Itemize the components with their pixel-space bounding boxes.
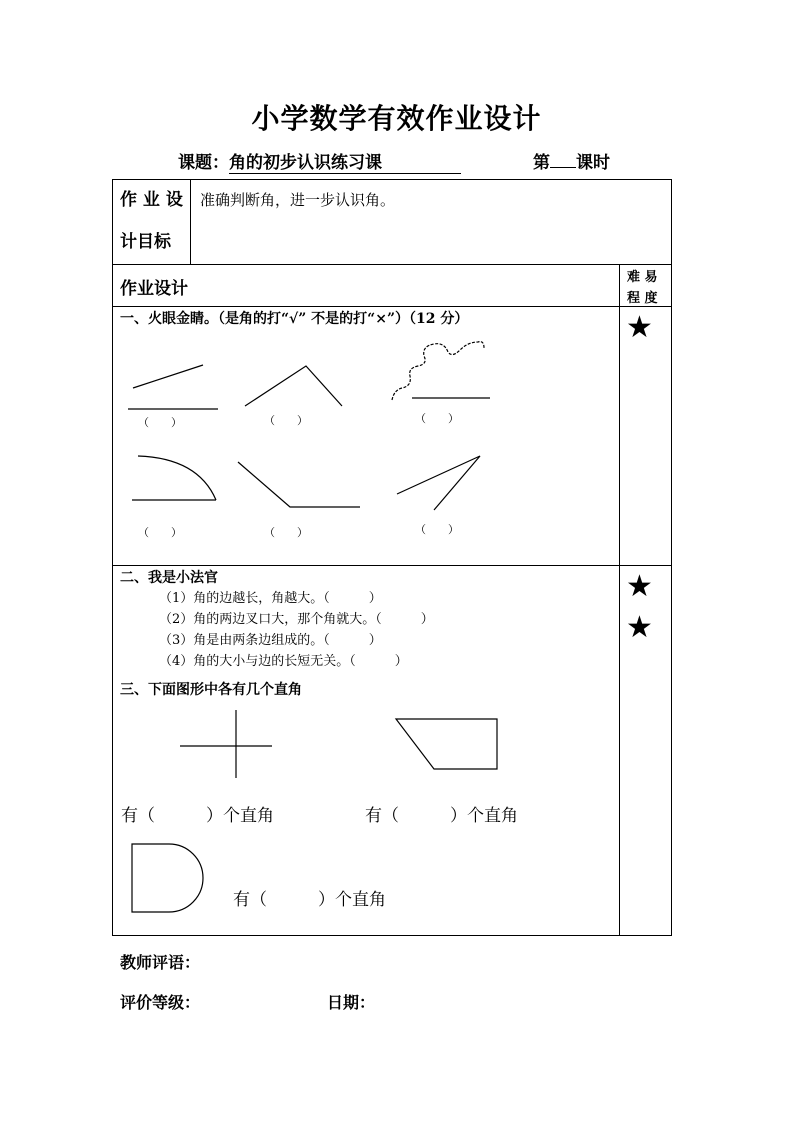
lesson-number — [533, 148, 610, 173]
date-label: 日期： — [327, 993, 376, 1012]
judge-item-1: （1）角的边越长，角越大。（ ） — [159, 591, 382, 606]
figure-3-curve — [392, 342, 484, 400]
section2-star-1: ★ — [626, 569, 653, 604]
section2-star-2: ★ — [626, 610, 653, 645]
section1-title: 一、火眼金睛。（是角的打“√” 不是的打“×”）（12 分） — [120, 311, 469, 327]
goal-label-1: 作 业 设 — [120, 190, 183, 210]
judge-item-4: （4）角的大小与边的长短无关。（ ） — [159, 654, 408, 669]
right-angle-answer-2[interactable]: 有（ ）个直角 — [365, 806, 518, 826]
figure-6-angle — [397, 456, 480, 510]
lesson-prefix: 第 — [533, 153, 550, 173]
angle-figures — [112, 320, 512, 550]
grade-label: 评价等级： — [120, 993, 201, 1012]
answer-blank-3[interactable]: （ ） — [415, 412, 459, 425]
answer-blank-4[interactable]: （ ） — [138, 526, 182, 539]
subject-line — [178, 148, 461, 174]
judge-item-2: （2）角的两边叉口大，那个角就大。（ ） — [159, 612, 434, 627]
answer-blank-2[interactable]: （ ） — [264, 414, 308, 427]
row-divider — [113, 565, 671, 566]
section3-title: 三、下面图形中各有几个直角 — [120, 682, 302, 698]
answer-blank-1[interactable]: （ ） — [138, 416, 182, 429]
figure-5-angle — [238, 462, 360, 507]
subject-value: 角的初步认识练习课 — [229, 148, 461, 174]
lesson-suffix: 课时 — [576, 153, 610, 173]
subject-label: 课题： — [178, 153, 229, 173]
section1-star: ★ — [626, 310, 653, 345]
goal-text: 准确判断角，进一步认识角。 — [200, 191, 396, 209]
trapezoid — [396, 719, 497, 769]
col-divider — [619, 264, 620, 935]
d-shape — [132, 844, 203, 912]
goal-label-2: 计目标 — [120, 232, 171, 252]
page-title: 小学数学有效作业设计 — [251, 102, 542, 135]
section2-title: 二、我是小法官 — [120, 570, 218, 586]
teacher-comment-label: 教师评语： — [120, 953, 201, 972]
row-divider — [113, 306, 671, 307]
judge-item-3: （3）角是由两条边组成的。（ ） — [159, 633, 382, 648]
row-divider — [113, 264, 671, 265]
col-divider — [190, 180, 191, 264]
answer-blank-5[interactable]: （ ） — [264, 526, 308, 539]
figure-4-arc — [138, 456, 216, 500]
right-angle-answer-1[interactable]: 有（ ）个直角 — [121, 806, 274, 826]
figure-2-angle — [245, 366, 342, 406]
right-angle-answer-3[interactable]: 有（ ）个直角 — [233, 890, 386, 910]
difficulty-header-2: 程 度 — [627, 291, 658, 306]
figure-1-line-a — [133, 365, 203, 388]
difficulty-header-1: 难 易 — [627, 270, 658, 285]
design-header: 作业设计 — [120, 279, 188, 299]
lesson-blank[interactable] — [550, 167, 576, 168]
answer-blank-6[interactable]: （ ） — [415, 523, 459, 536]
